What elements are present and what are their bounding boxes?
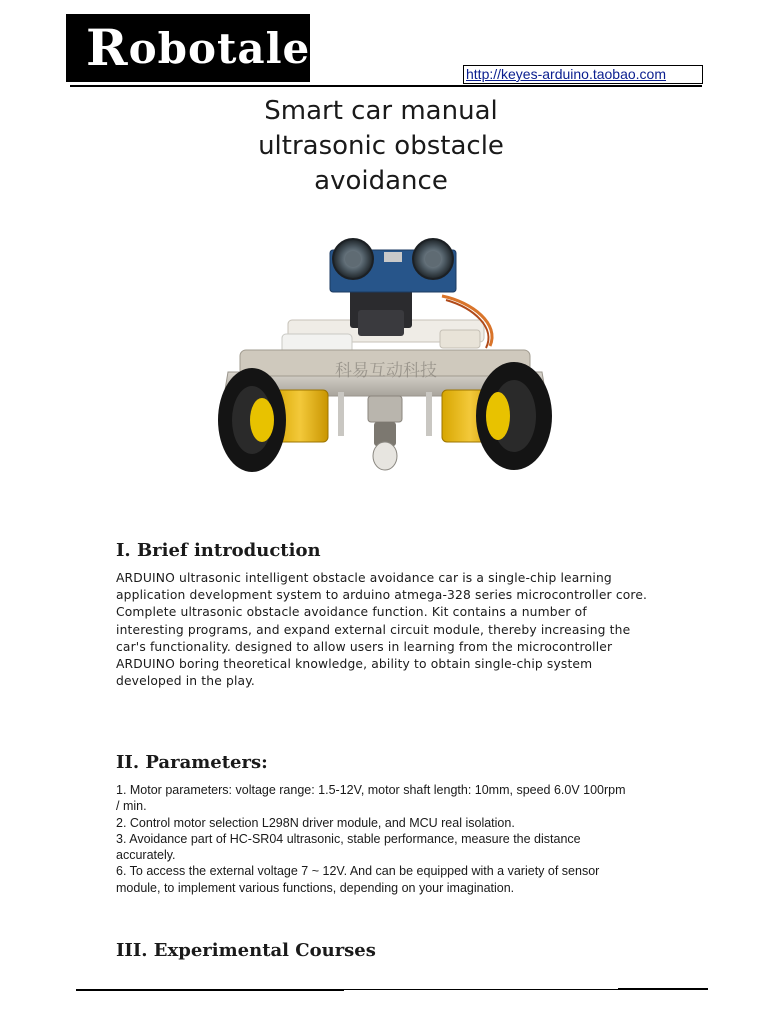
section-heading-experimental-courses: III. Experimental Courses (116, 940, 376, 961)
parameter-item: 2. Control motor selection L298N driver module, and MCU real isolation. (116, 815, 515, 830)
header-divider (70, 85, 702, 87)
brand-logo (66, 14, 310, 82)
introduction-paragraph: ARDUINO ultrasonic intelligent obstacle avoidance car is a single-chip learning application development system to arduino atmega-328 series microcontroller core. Complete ultrasonic obstacle avoidance function. Kit contains a number of interesting programs, and expand external circuit module, thereby increasing the car's functionality. designed to allow users in learning from the microcontroller ARDUINO boring theoretical knowledge, ability to obtain single-chip system developed in the play. (116, 571, 648, 689)
title-line-1: Smart car manual (264, 96, 498, 126)
store-url-link[interactable]: http://keyes-arduino.taobao.com (463, 65, 703, 84)
title-line-3: avoidance (314, 166, 448, 196)
smart-car-illustration (210, 224, 560, 480)
parameters-list (116, 782, 626, 896)
page-title (180, 94, 582, 199)
parameter-item: 6. To access the external voltage 7 ~ 12V. And can be equipped with a variety of sensor module, to implement various functions, depending on your imagination. (116, 864, 600, 895)
section-heading-introduction: I. Brief introduction (116, 540, 321, 561)
brand-logo-text: Robotale (86, 18, 310, 77)
parameter-item: 3. Avoidance part of HC-SR04 ultrasonic, stable performance, measure the distance accurately. (116, 831, 581, 863)
footer-divider-right-end (618, 988, 708, 990)
footer-divider-left (76, 989, 344, 991)
section-heading-parameters: II. Parameters: (116, 752, 268, 773)
parameter-item: 1. Motor parameters: voltage range: 1.5-12V, motor shaft length: 10mm, speed 6.0V 100rpm / min. (116, 783, 626, 814)
photo-watermark: 科易互动科技 (335, 361, 437, 381)
product-photo (210, 224, 560, 480)
title-line-2: ultrasonic obstacle (258, 131, 504, 161)
